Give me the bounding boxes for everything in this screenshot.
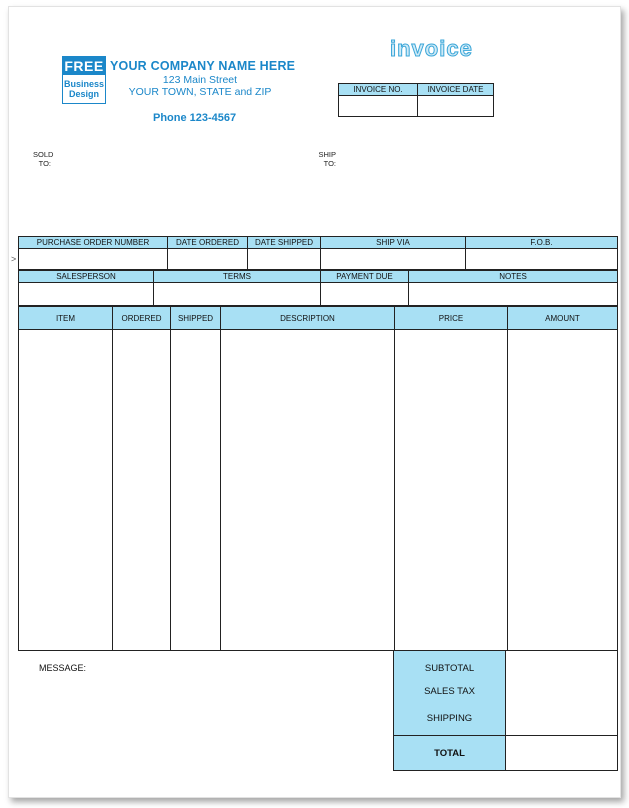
notes-field[interactable] (409, 283, 618, 306)
ship-to-text: TO: (323, 159, 336, 168)
logo-design-text: Design (68, 89, 99, 99)
date-ordered-header: DATE ORDERED (168, 237, 248, 249)
subtotal-value-field[interactable] (506, 652, 617, 735)
order-info-table (18, 236, 618, 270)
message-label: MESSAGE: (39, 663, 87, 673)
logo-free-text: FREE (64, 58, 104, 74)
amount-header: AMOUNT (508, 307, 618, 330)
salesperson-field[interactable] (19, 283, 154, 306)
price-header: PRICE (395, 307, 508, 330)
item-column[interactable] (19, 330, 113, 651)
amount-column[interactable] (508, 330, 618, 651)
po-number-header: PURCHASE ORDER NUMBER (19, 237, 168, 249)
invoice-date-field[interactable] (418, 96, 494, 117)
total-value-field[interactable] (506, 736, 617, 770)
ship-via-header: SHIP VIA (321, 237, 466, 249)
shipping-label: SHIPPING (426, 713, 473, 724)
invoice-date-header: INVOICE DATE (418, 84, 494, 96)
company-address (110, 74, 290, 98)
sales-tax-label: SALES TAX (424, 686, 475, 697)
notes-header: NOTES (409, 271, 618, 283)
shipped-header: SHIPPED (171, 307, 221, 330)
totals-bottom-border (393, 770, 618, 771)
date-shipped-header: DATE SHIPPED (248, 237, 321, 249)
totals-right-border (617, 651, 618, 770)
sold-label: SOLD (33, 150, 54, 159)
payment-due-header: PAYMENT DUE (321, 271, 409, 283)
invoice-number-box (338, 83, 494, 117)
ship-via-field[interactable] (321, 249, 466, 270)
sold-to-label (33, 150, 54, 168)
shipped-column[interactable] (171, 330, 221, 651)
terms-field[interactable] (154, 283, 321, 306)
ship-label: SHIP (318, 150, 336, 159)
logo-business-text: Business (63, 79, 105, 89)
document-title: invoice (390, 36, 473, 61)
address-street: 123 Main Street (162, 74, 238, 86)
description-column[interactable] (221, 330, 395, 651)
payment-due-field[interactable] (321, 283, 409, 306)
salesperson-header: SALESPERSON (19, 271, 154, 283)
invoice-no-header: INVOICE NO. (339, 84, 418, 96)
address-city: YOUR TOWN, STATE and ZIP (128, 86, 272, 98)
date-ordered-field[interactable] (168, 249, 248, 270)
company-phone: Phone 123-4567 (153, 112, 237, 124)
ship-to-label (318, 150, 336, 168)
ordered-header: ORDERED (113, 307, 171, 330)
sales-info-table (18, 270, 618, 306)
terms-header: TERMS (154, 271, 321, 283)
total-label: TOTAL (434, 748, 465, 759)
invoice-no-field[interactable] (339, 96, 418, 117)
fob-field[interactable] (466, 249, 618, 270)
subtotal-label: SUBTOTAL (424, 663, 475, 674)
company-logo (62, 56, 106, 104)
date-shipped-field[interactable] (248, 249, 321, 270)
po-number-field[interactable] (19, 249, 168, 270)
ordered-column[interactable] (113, 330, 171, 651)
item-header: ITEM (19, 307, 113, 330)
price-column[interactable] (395, 330, 508, 651)
company-name: YOUR COMPANY NAME HERE (110, 59, 296, 73)
sold-to-text: TO: (38, 159, 51, 168)
description-header: DESCRIPTION (221, 307, 395, 330)
row-marker-icon: > (11, 254, 17, 264)
line-items-table (18, 306, 618, 651)
fob-header: F.O.B. (466, 237, 618, 249)
